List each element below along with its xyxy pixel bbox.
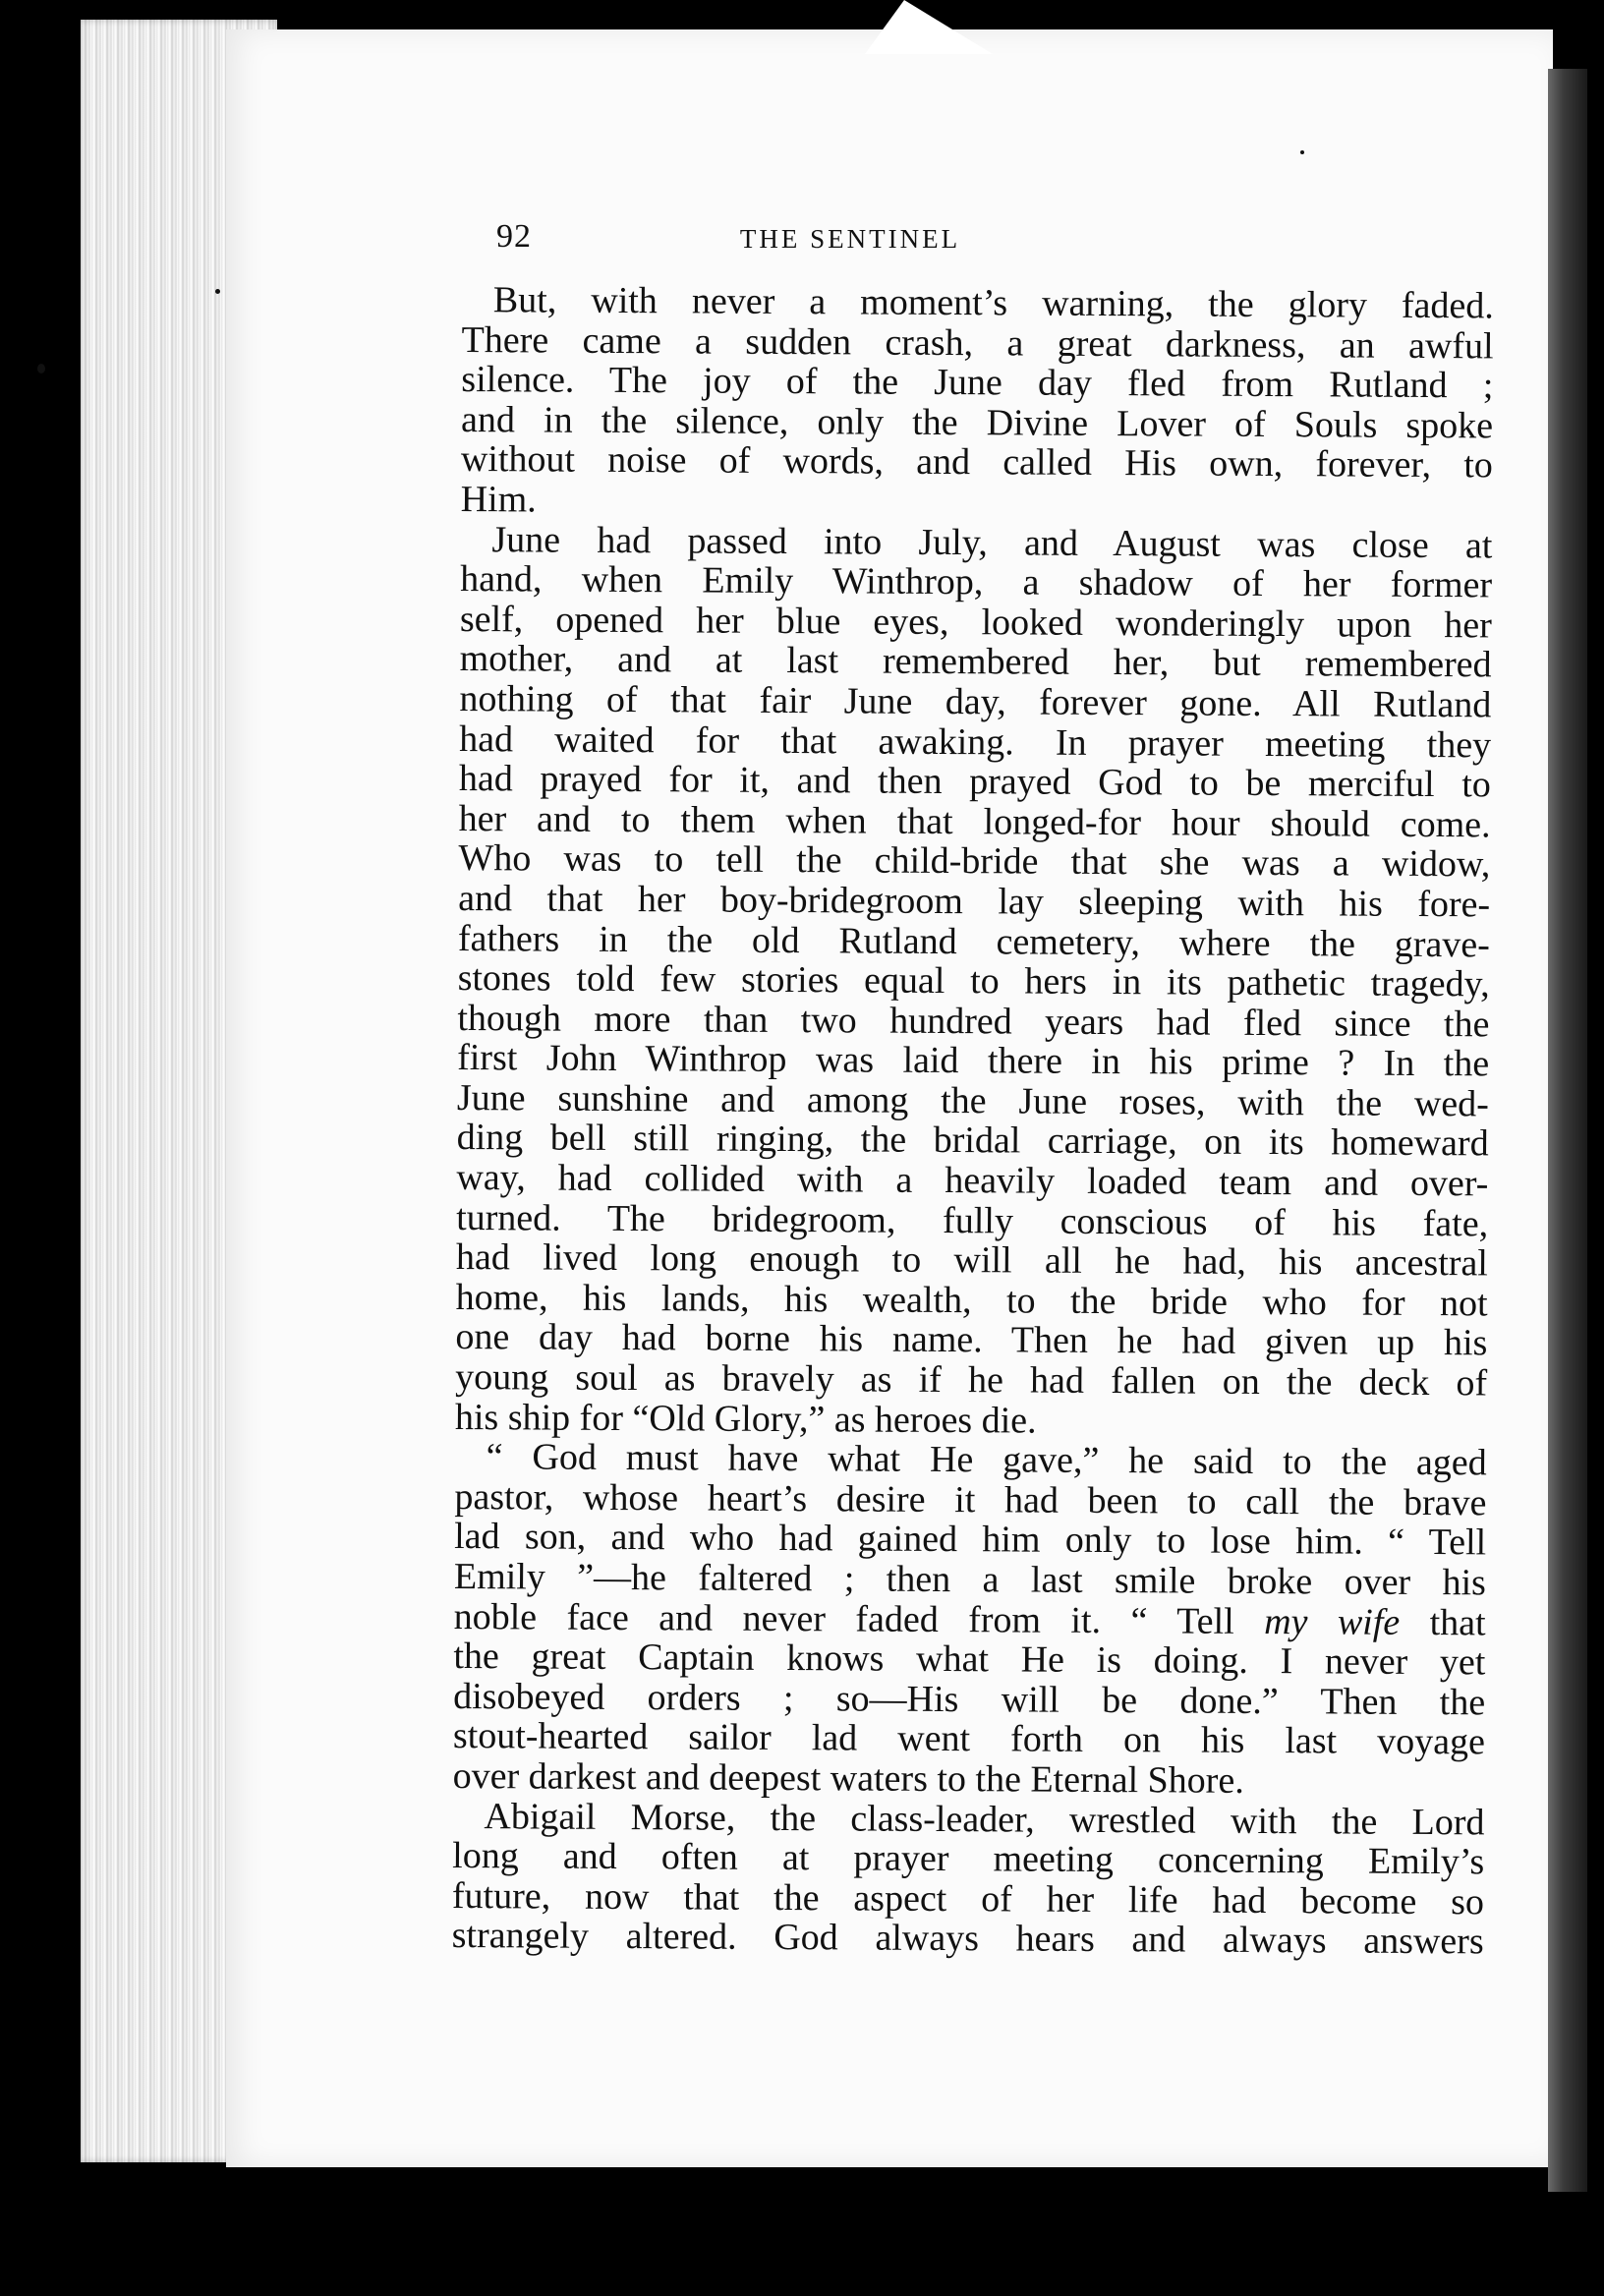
text-line: hand, when Emily Winthrop, a shadow of her former bbox=[460, 558, 1493, 606]
text-line: lad son, and who had gained him only to lose him. “ Tell bbox=[454, 1516, 1487, 1564]
text-line: mother, and at last remembered her, but remembered bbox=[459, 638, 1492, 686]
page-corner-flap bbox=[865, 0, 993, 54]
text-line: turned. The bridegroom, fully conscious of his fate, bbox=[456, 1196, 1489, 1245]
text-line: without noise of words, and called His own, forever, to bbox=[460, 438, 1493, 487]
text-line: Abigail Morse, the class-leader, wrestled with the Lord bbox=[484, 1795, 1485, 1843]
text-line: But, with never a moment’s warning, the glory faded. bbox=[492, 279, 1494, 327]
text-line: and in the silence, only the Divine Lover of Souls spoke bbox=[461, 398, 1494, 447]
text-line: silence. The joy of the June day fled from Rutland ; bbox=[461, 359, 1494, 407]
text-line: fathers in the old Rutland cemetery, where the grave- bbox=[457, 917, 1491, 965]
running-head bbox=[496, 218, 1165, 267]
text-line: There came a sudden crash, a great darkness, an awful bbox=[461, 318, 1494, 368]
text-line: his ship for “Old Glory,” as heroes die. bbox=[454, 1396, 1037, 1442]
page-number: 92 bbox=[496, 218, 532, 255]
body-text bbox=[452, 280, 1494, 1962]
text-line: ding bell still ringing, the bridal carriage, on its homeward bbox=[456, 1117, 1489, 1165]
text-line: Him. bbox=[460, 478, 537, 521]
emphasis: my wife bbox=[1264, 1600, 1401, 1643]
text-line: the great Captain knows what He is doing. I never yet bbox=[453, 1636, 1486, 1684]
text-line: strangely altered. God always hears and always answers bbox=[451, 1915, 1484, 1963]
text-line: disobeyed orders ; so—His will be done.” Then the bbox=[453, 1675, 1486, 1724]
text-line: first John Winthrop was laid there in his prime ? In the bbox=[457, 1037, 1490, 1085]
text-line: way, had collided with a heavily loaded team and over- bbox=[456, 1157, 1489, 1205]
text-line: young soul as bravely as if he had fallen on the deck of bbox=[455, 1356, 1488, 1405]
text-line: June had passed into July, and August was close at bbox=[491, 518, 1493, 566]
text-line: and that her boy-bridegroom lay sleeping with his fore- bbox=[458, 877, 1491, 926]
text-line: “ God must have what He gave,” he said to the aged bbox=[486, 1436, 1487, 1484]
text-line: over darkest and deepest waters to the Eternal Shore. bbox=[452, 1754, 1244, 1802]
text-line: Who was to tell the child-bride that she was a widow, bbox=[458, 837, 1491, 886]
text-line: future, now that the aspect of her life had become so bbox=[451, 1874, 1485, 1923]
text-line: noble face and never faded from it. “ Tell my wife that bbox=[453, 1595, 1486, 1643]
text-line: pastor, whose heart’s desire it had been to call the brave bbox=[454, 1475, 1487, 1524]
text-line: stout-hearted sailor lad went forth on his last voyage bbox=[452, 1715, 1486, 1763]
text-line: her and to them when that longed-for hour should come. bbox=[458, 797, 1491, 846]
text-line: had lived long enough to will all he had, his ancestral bbox=[455, 1236, 1489, 1285]
text-line: had prayed for it, and then prayed God to be merciful to bbox=[458, 758, 1492, 806]
text-line: home, his lands, his wealth, to the bride who for not bbox=[455, 1276, 1488, 1325]
running-head-title: THE SENTINEL bbox=[739, 224, 961, 254]
text-line: one day had borne his name. Then he had given up his bbox=[455, 1316, 1488, 1364]
text-line: Emily ”—he faltered ; then a last smile broke over his bbox=[453, 1555, 1487, 1604]
text-line: stones told few stories equal to hers in its pathetic tragedy, bbox=[457, 957, 1490, 1005]
text-line: had waited for that awaking. In prayer meeting they bbox=[459, 718, 1492, 766]
text-line: nothing of that fair June day, forever gone. All Rutland bbox=[459, 677, 1492, 726]
text-line: June sunshine and among the June roses, with the wed- bbox=[456, 1076, 1490, 1125]
text-line: self, opened her blue eyes, looked wonderingly upon her bbox=[459, 598, 1493, 647]
text-line: though more than two hundred years had fled since the bbox=[457, 997, 1490, 1046]
text-line: long and often at prayer meeting concerning Emily’s bbox=[452, 1835, 1485, 1883]
binding-shadow bbox=[1548, 69, 1587, 2192]
